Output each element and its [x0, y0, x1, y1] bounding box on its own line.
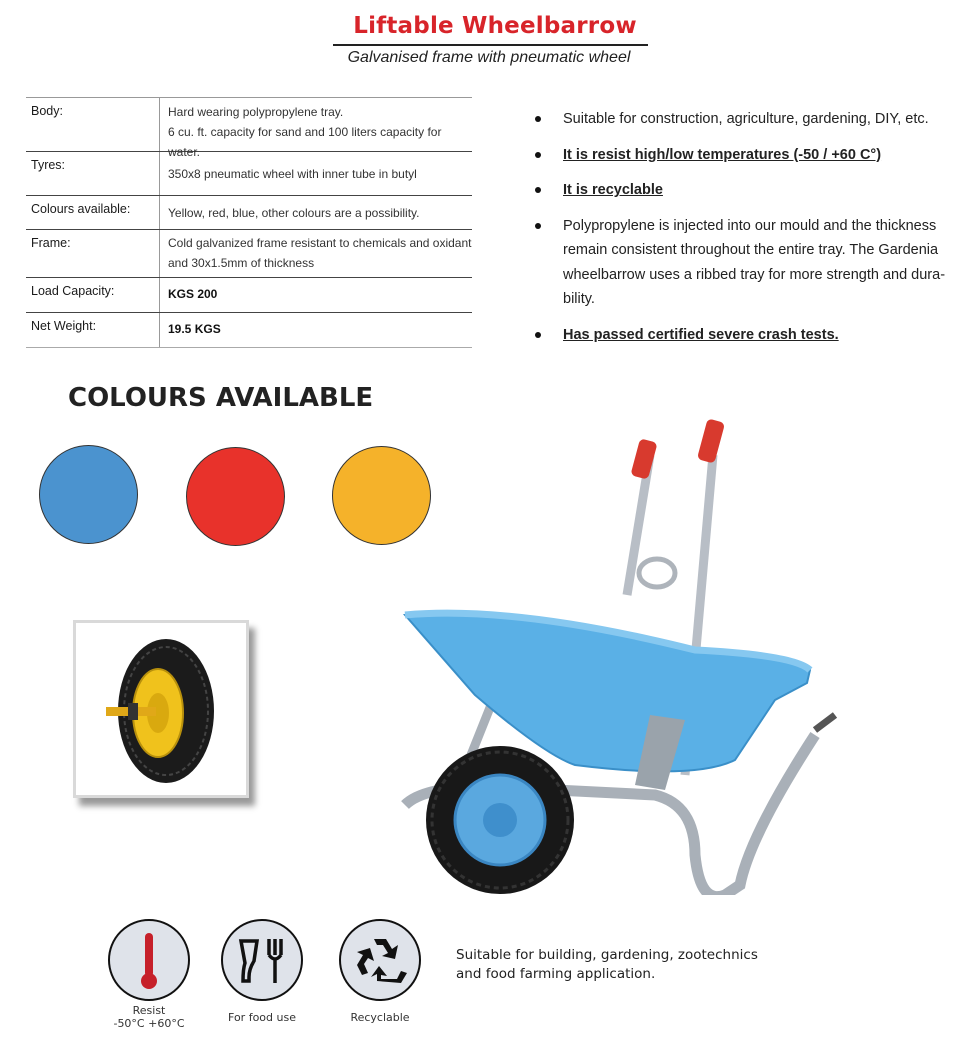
icon-label-recyclable: [330, 1011, 430, 1024]
colour-swatch-blue: [39, 445, 138, 544]
spec-value: [160, 98, 472, 159]
spec-value: [160, 230, 472, 277]
spec-label: Body:: [26, 98, 160, 151]
icon-label-line: Resist: [132, 1004, 166, 1017]
spec-label: Net Weight:: [26, 313, 160, 347]
spec-line: 6 cu. ft. capacity for sand and 100 liters capacity for water.: [168, 125, 442, 159]
spec-row-colours: [26, 196, 472, 230]
feature-text: Suitable for construction, agriculture, gardening, DIY, etc.: [563, 111, 929, 127]
feature-text: It is resist high/low temperatures (-50 / +60 C°): [563, 146, 882, 163]
wheel-image: [76, 623, 246, 795]
food-use-icon: [221, 919, 303, 1001]
feature-text: It is recyclable: [563, 182, 663, 198]
spec-line: and 30x1.5mm of thickness: [168, 256, 315, 270]
colours-heading: COLOURS AVAILABLE: [68, 383, 374, 413]
spec-label: Colours available:: [26, 196, 160, 229]
feature-text: Has passed certified severe crash tests.: [563, 326, 839, 343]
spec-row-load: [26, 278, 472, 313]
icon-label-food: [212, 1011, 312, 1024]
page-title: Liftable Wheelbarrow: [353, 13, 637, 39]
spec-line: Hard wearing polypropylene tray.: [168, 105, 344, 119]
suitable-text: [456, 946, 796, 984]
spec-value: [160, 313, 472, 347]
feature-item: [535, 214, 955, 312]
bullet-icon: [535, 187, 541, 193]
spec-row-tyres: [26, 152, 472, 196]
suitable-line: and food farming application.: [456, 966, 656, 982]
feature-item: [535, 143, 955, 168]
wheelbarrow-image: [395, 415, 855, 895]
feature-item: [535, 178, 955, 203]
spec-line: Cold galvanized frame resistant to chemicals and oxidant: [168, 236, 472, 250]
bullet-icon: [535, 116, 541, 122]
feature-item: [535, 323, 955, 348]
title-underline: [333, 44, 648, 46]
thermometer-icon: [108, 919, 190, 1001]
spec-value: [160, 278, 472, 312]
spec-value: [160, 196, 472, 229]
bullet-icon: [535, 152, 541, 158]
icon-label-line: Recyclable: [350, 1011, 410, 1024]
colour-swatch-red: [186, 447, 285, 546]
icon-label-resist: [104, 1004, 194, 1030]
feature-list: [535, 107, 955, 358]
bullet-icon: [535, 223, 541, 229]
spec-value: [160, 152, 472, 195]
spec-line: 350x8 pneumatic wheel with inner tube in butyl: [168, 167, 417, 181]
feature-item: [535, 107, 955, 132]
suitable-line: Suitable for building, gardening, zootechnics: [456, 947, 758, 963]
icon-label-line: -50°C +60°C: [113, 1017, 185, 1030]
recycle-icon: [339, 919, 421, 1001]
feature-text: Polypropylene is injected into our mould and the thickness remain consistent throughout the entire tray. The Gardenia wheelbarrow uses a ribbed tray for more strength and dura-bility.: [563, 217, 946, 307]
spec-label: Load Capacity:: [26, 278, 160, 312]
spec-row-body: [26, 98, 472, 159]
spec-label: Frame:: [26, 230, 160, 277]
spec-table: [26, 97, 472, 348]
spec-line: 19.5 KGS: [168, 322, 221, 336]
spec-line: Yellow, red, blue, other colours are a possibility.: [168, 206, 420, 220]
spec-line: KGS 200: [168, 287, 218, 301]
icon-label-line: For food use: [228, 1011, 296, 1024]
bullet-icon: [535, 332, 541, 338]
spec-row-frame: [26, 230, 472, 278]
spec-label: Tyres:: [26, 152, 160, 195]
page-subtitle: Galvanised frame with pneumatic wheel: [347, 49, 631, 66]
wheel-photo: [73, 620, 249, 798]
spec-row-weight: [26, 313, 472, 348]
